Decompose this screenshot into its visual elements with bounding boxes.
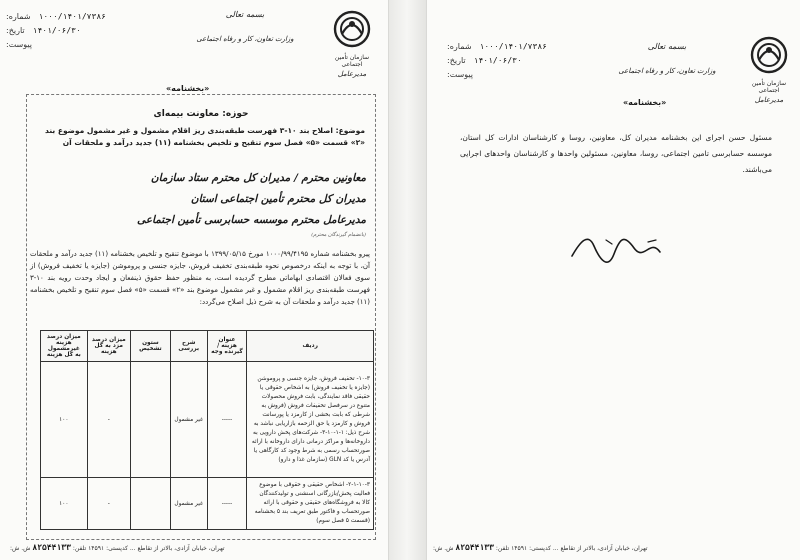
table-row (41, 362, 374, 478)
col-header-wage-percent: میزان درصد مزد به کل هزینه (87, 331, 130, 362)
row-wage-percent: - (87, 362, 130, 478)
org-logo (743, 36, 795, 104)
letter-date: ۱۴۰۱/۰۶/۳۰ (32, 26, 81, 35)
row-review: غیر مشمول (170, 362, 207, 478)
org-name: سازمان تأمین اجتماعی (751, 80, 787, 94)
col-header-row-number: ردیف (247, 331, 374, 362)
department-heading: حوزه: معاونت بیمه‌ای (153, 109, 249, 119)
document-page-2 (426, 0, 800, 560)
number-label: شماره: (447, 42, 472, 51)
date-label: تاریخ: (6, 26, 25, 35)
row-description: ۲-۱-۱۰-۳- اشخاص حقیقی و حقوقی با موضوع فعالیت پخش/بازرگانی اسنشنی و تولیدکنندگان کالا به فروشگاه‌های حقیقی و حقوقی با ارائه صورتحساب و فاکتور طبق تعریف بند ۵ بخشنامه (قسمت ۵ فصل سوم) (247, 478, 374, 530)
org-name: سازمان تأمین اجتماعی (334, 54, 370, 68)
date-label: تاریخ: (447, 56, 466, 65)
org-logo (326, 10, 378, 78)
col-header-nonsubject-percent: میزان درصد هزینه غیرمشمول به کل هزینه (41, 331, 88, 362)
tamin-logo-icon (330, 10, 374, 48)
footer-address: تهران، خیابان آزادی، بالاتر از تقاطع ... کدپستی: ۱۴۵۹۱ (88, 545, 225, 552)
recipient-3: مدیرعامل محترم موسسه حسابرسی تأمین اجتماعی (137, 214, 366, 226)
ministry-name: وزارت تعاون، کار و رفاه اجتماعی (196, 35, 294, 43)
footer-page-label: ش. ش: (10, 545, 31, 552)
row-expense-code: ----- (207, 478, 247, 530)
number-label: شماره: (6, 12, 31, 21)
bismillah: بسمه تعالی (225, 10, 265, 19)
attach-label: پیوست: (6, 40, 33, 49)
row-diagnosis (130, 362, 170, 478)
row-nonsubject-percent: ۱۰۰ (41, 362, 88, 478)
letter-meta (447, 40, 547, 82)
signature-icon (560, 232, 670, 266)
letter-meta (6, 10, 106, 52)
footer-phone: ۸۲۵۴۴۱۳۳ (455, 543, 494, 552)
row-diagnosis (130, 478, 170, 530)
footer-page-label: ش. ش: (433, 545, 454, 552)
letter-number: ۱۰۰۰/۱۴۰۱/۷۳۸۶ (38, 12, 106, 21)
footer-phone: ۸۲۵۴۴۱۳۳ (32, 543, 71, 552)
col-header-review: شرح بررسی (170, 331, 207, 362)
classification-table (40, 330, 374, 530)
document-page-1 (0, 0, 389, 560)
letter-header (170, 10, 320, 43)
row-review: غیر مشمول (170, 478, 207, 530)
letter-body: پیرو بخشنامه شماره ۱۰۰۰/۹۹/۴۱۹۵ مورخ ۱۳۹۹/۰۵/۱۵ با موضوع تنقیح و تلخیص بخشنامه (۱۱) جدید درآمد و ملحقات آن، با توجه به اینکه درخصوص نحوه طبقه‌بندی تخفیف فروش، جایزه جنسی و پروموشن (جایزه یا تخفیف فروش) از سوی فعالان اقتصادی ابهاماتی مطرح گردیده است، به منظور حفظ حقوق ذینفعان و ایجاد وحدت رویه بند ۱۰-۳ فهرست طبقه‌بندی ریز اقلام مشمول و غیر مشمول موضوع بند «۲» قسمت «۵» فصل سوم تنقیح و تلخیص بخشنامه (۱۱) جدید درآمد و ملحقات آن به شرح ذیل اصلاح می‌گردد: (30, 250, 371, 306)
row-wage-percent: - (87, 478, 130, 530)
row-description: ۱۰-۳- تخفیف فروش، جایزه جنسی و پروموشن (جایزه یا تخفیف فروش) به اشخاص حقوقی یا حقیقی فاقد نمایندگی، بابت فروش محصولات متنوع در سرفصل تخفیفات فروش (فروش به شرطی که بابت بخشی از کارمزد یا پورسانت فروش و کارمزد یا حق الزحمه بازاریابی نباشد به شرح ذیل: ۱-۱-۱۰-۳- شرکت‌های پخش دارویی به داروخانه‌ها و مراکز درمانی دارای داروخانه با ارائه صورتحساب رسمی به شرط وجود کد کارگاهی یا آدرس یا کد GLN (سازمان غذا و دارو) (247, 362, 374, 478)
letter-number: ۱۰۰۰/۱۴۰۱/۷۳۸۶ (479, 42, 547, 51)
dept-name: مدیرعامل (754, 96, 784, 104)
footer-phone-label: تلفن: (72, 545, 87, 552)
letter-header (597, 42, 737, 75)
bakhshnameh-label: «بخشنامه» (623, 98, 667, 107)
dept-name: مدیرعامل (337, 70, 367, 78)
letter-date: ۱۴۰۱/۰۶/۳۰ (473, 56, 522, 65)
row-expense-code: ----- (207, 362, 247, 478)
recipient-2: مدیران کل محترم تأمین اجتماعی استان (190, 193, 366, 205)
footer-address: تهران، خیابان آزادی، بالاتر از تقاطع ... کدپستی: ۱۴۵۹۱ (511, 545, 648, 552)
closing-paragraph: مسئول حسن اجرای این بخشنامه مدیران کل، معاونین، روسا و کارشناسان ادارات کل استان، موسسه حسابرسی تامین اجتماعی، روسا، معاونین، مسئولین واحدها و کارشناسان واحدهای اجرایی می‌باشند. (460, 133, 772, 174)
subject-line: موضوع: اصلاح بند ۱۰-۳ فهرست طبقه‌بندی ریز اقلام مشمول و غیر مشمول موضوع بند «۲» قسمت «۵» فصل سوم تنقیح و تلخیص بخشنامه (۱۱) جدید درآمد و ملحقات آن (45, 126, 365, 147)
recipient-1: معاونین محترم / مدیران کل محترم ستاد سازمان (150, 172, 366, 184)
recipient-note: (بانضمام گیرندگان محترم) (311, 232, 366, 238)
table-header-row (41, 331, 374, 362)
book-gutter (388, 0, 426, 560)
page-footer (433, 543, 648, 552)
table-row (41, 478, 374, 530)
row-nonsubject-percent: ۱۰۰ (41, 478, 88, 530)
footer-phone-label: تلفن: (495, 545, 510, 552)
recipients (137, 168, 366, 239)
tamin-logo-icon (747, 36, 791, 74)
page-footer (10, 543, 225, 552)
attach-label: پیوست: (447, 70, 474, 79)
col-header-expense-title: عنوان هزینه / گیرنده وجه (207, 331, 247, 362)
col-header-diagnosis: ستون تشخیص (130, 331, 170, 362)
ministry-name: وزارت تعاون، کار و رفاه اجتماعی (618, 67, 716, 75)
bismillah: بسمه تعالی (647, 42, 687, 51)
bakhshnameh-label: «بخشنامه» (166, 84, 210, 93)
